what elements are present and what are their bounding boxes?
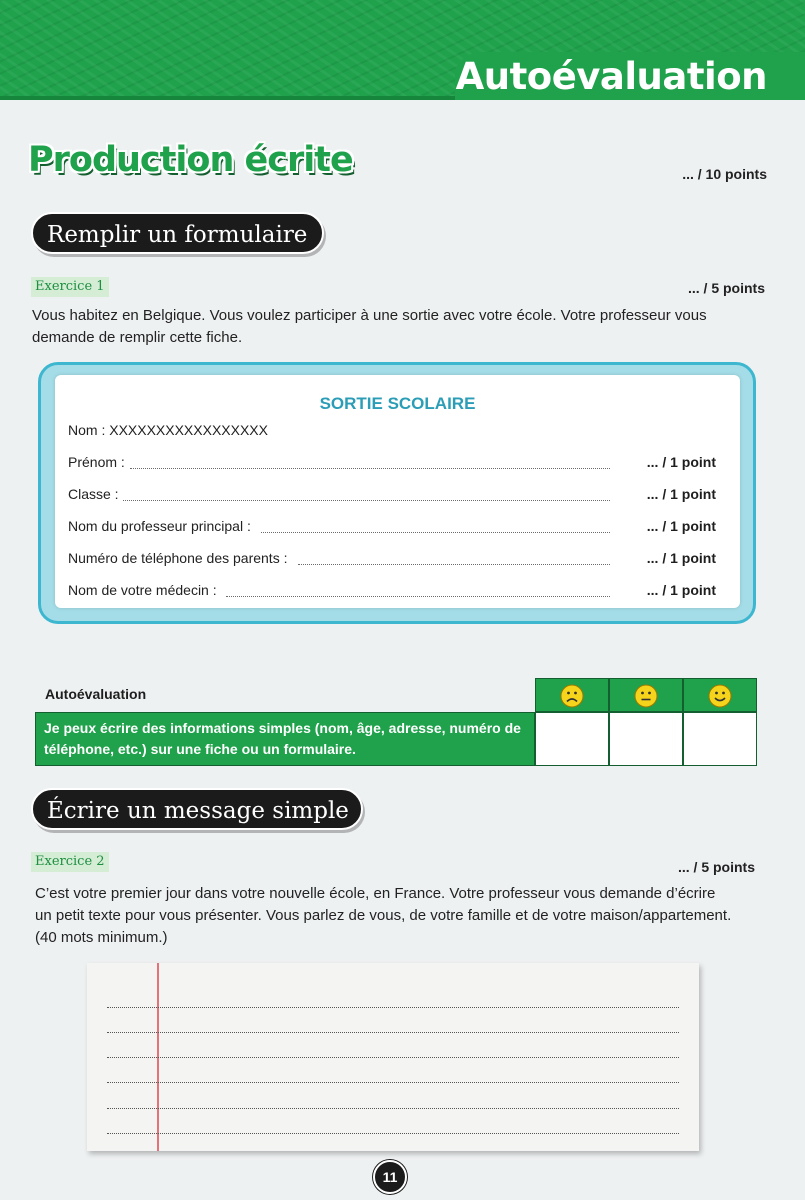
medecin-input-line[interactable] [226, 596, 610, 597]
happy-face-icon [708, 684, 732, 708]
form-card [55, 375, 740, 608]
field-label: Nom de votre médecin : [68, 582, 220, 598]
field-label: Nom : XXXXXXXXXXXXXXXXX [68, 422, 271, 438]
classe-input-line[interactable] [118, 500, 610, 501]
self-assessment-heading: Autoévaluation [45, 686, 147, 702]
form-title: SORTIE SCOLAIRE [319, 394, 476, 413]
form-field-classe [68, 486, 728, 506]
exercise-2-label: Exercice 2 [31, 852, 109, 872]
neutral-face-icon [634, 684, 658, 708]
section-heading-message: Écrire un message simple [31, 788, 363, 830]
prenom-input-line[interactable] [130, 468, 610, 469]
writing-line [107, 1108, 679, 1109]
telephone-input-line[interactable] [298, 564, 610, 565]
page-number: 11 [373, 1160, 407, 1194]
section-title: Autoévaluation [455, 55, 767, 98]
instruction-line: un petit texte pour vous présenter. Vous parlez de vous, de votre famille et de votre maison/appartement. [35, 907, 732, 924]
field-points: ... / 1 point [646, 518, 716, 534]
instruction-line: C’est votre premier jour dans votre nouvelle école, en France. Votre professeur vous demande d’écrire [35, 885, 716, 902]
sad-face-header [535, 678, 609, 712]
self-assessment-statement: Je peux écrire des informations simples (nom, âge, adresse, numéro de téléphone, etc.) sur une fiche ou un formulaire. [35, 712, 535, 766]
neutral-checkbox-cell[interactable] [609, 712, 683, 766]
field-points: ... / 1 point [646, 454, 716, 470]
writing-line [107, 1007, 679, 1008]
instruction-line: (40 mots minimum.) [35, 929, 168, 946]
happy-checkbox-cell[interactable] [683, 712, 757, 766]
sad-checkbox-cell[interactable] [535, 712, 609, 766]
form-field-prenom [68, 454, 728, 474]
professeur-input-line[interactable] [261, 532, 610, 533]
field-points: ... / 1 point [646, 486, 716, 502]
form-field-professeur [68, 518, 728, 538]
field-label: Classe : [68, 486, 122, 502]
writing-line [107, 1082, 679, 1083]
form-field-nom [68, 422, 728, 442]
writing-line [107, 1032, 679, 1033]
exercise-2-points: ... / 5 points [677, 859, 755, 875]
field-label: Numéro de téléphone des parents : [68, 550, 290, 566]
exercise-1-label: Exercice 1 [31, 277, 109, 297]
field-label: Prénom : [68, 454, 128, 470]
field-points: ... / 1 point [646, 550, 716, 566]
exercise-2-instructions [35, 883, 775, 949]
section-tab [455, 52, 805, 100]
page-title: Production écrite [28, 140, 353, 180]
section-heading-formulaire: Remplir un formulaire [31, 212, 324, 254]
happy-face-header [683, 678, 757, 712]
exercise-1-instructions: Vous habitez en Belgique. Vous voulez participer à une sortie avec votre école. Votre professeur vous demande de remplir cette fiche. [32, 307, 707, 346]
sad-face-icon [560, 684, 584, 708]
writing-area[interactable] [87, 963, 699, 1151]
field-label: Nom du professeur principal : [68, 518, 254, 534]
neutral-face-header [609, 678, 683, 712]
form-field-medecin [68, 582, 728, 602]
total-points: ... / 10 points [682, 166, 767, 182]
writing-line [107, 1057, 679, 1058]
exercise-1-points: ... / 5 points [687, 280, 765, 296]
form-field-telephone [68, 550, 728, 570]
writing-line [107, 1133, 679, 1134]
field-points: ... / 1 point [646, 582, 716, 598]
